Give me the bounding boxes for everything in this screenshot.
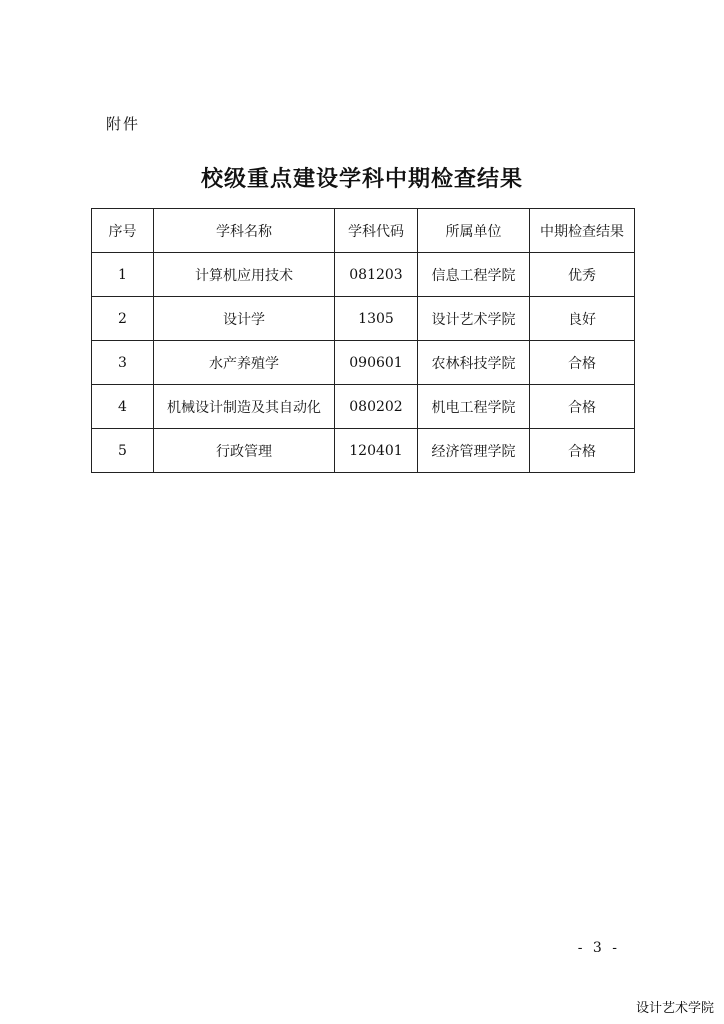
cell-discipline-name: 计算机应用技术 <box>154 253 335 297</box>
cell-discipline-code: 090601 <box>335 341 418 385</box>
cell-discipline-name: 水产养殖学 <box>154 341 335 385</box>
cell-result: 良好 <box>530 297 635 341</box>
cell-index: 2 <box>92 297 154 341</box>
table-header-row <box>92 209 635 253</box>
table-row <box>92 429 635 473</box>
cell-index: 5 <box>92 429 154 473</box>
table-row <box>92 341 635 385</box>
cell-result: 合格 <box>530 385 635 429</box>
table-row <box>92 385 635 429</box>
cell-result: 合格 <box>530 341 635 385</box>
cell-department: 农林科技学院 <box>418 341 530 385</box>
table-row <box>92 253 635 297</box>
cell-index: 1 <box>92 253 154 297</box>
header-result: 中期检查结果 <box>530 209 635 253</box>
results-table <box>91 208 635 473</box>
cell-discipline-code: 081203 <box>335 253 418 297</box>
cell-discipline-name: 行政管理 <box>154 429 335 473</box>
watermark-label: 设计艺术学院 <box>635 1001 714 1016</box>
cell-discipline-name: 机械设计制造及其自动化 <box>154 385 335 429</box>
attachment-label: 附件 <box>106 115 141 133</box>
cell-department: 信息工程学院 <box>418 253 530 297</box>
cell-index: 4 <box>92 385 154 429</box>
cell-department: 设计艺术学院 <box>418 297 530 341</box>
cell-department: 机电工程学院 <box>418 385 530 429</box>
header-discipline-name: 学科名称 <box>154 209 335 253</box>
cell-result: 合格 <box>530 429 635 473</box>
page-number: - 3 - <box>577 940 620 956</box>
cell-index: 3 <box>92 341 154 385</box>
header-department: 所属单位 <box>418 209 530 253</box>
cell-discipline-name: 设计学 <box>154 297 335 341</box>
cell-discipline-code: 120401 <box>335 429 418 473</box>
cell-result: 优秀 <box>530 253 635 297</box>
cell-discipline-code: 080202 <box>335 385 418 429</box>
cell-discipline-code: 1305 <box>335 297 418 341</box>
header-index: 序号 <box>92 209 154 253</box>
document-title: 校级重点建设学科中期检查结果 <box>200 166 523 192</box>
cell-department: 经济管理学院 <box>418 429 530 473</box>
header-discipline-code: 学科代码 <box>335 209 418 253</box>
table-row <box>92 297 635 341</box>
